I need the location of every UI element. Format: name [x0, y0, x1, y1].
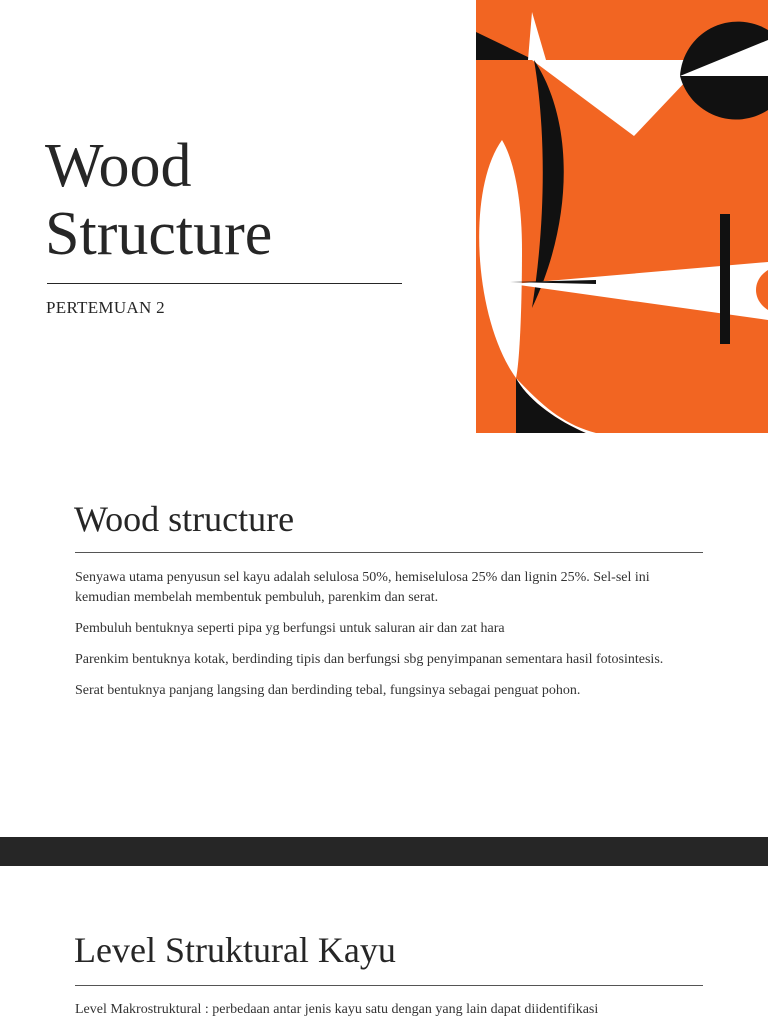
slide-title-line-1: Wood	[45, 132, 192, 200]
wood-structure-slide	[0, 433, 768, 837]
body-paragraph-1: Senyawa utama penyusun sel kayu adalah selulosa 50%, hemiselulosa 25% dan lignin 25%. Sel-sel ini kemudian membelah membentuk pembuluh, parenkim dan serat.	[75, 570, 650, 605]
section-body	[75, 1000, 705, 1024]
title-divider	[47, 283, 402, 284]
section-divider	[75, 552, 703, 553]
art-black-vertical-bar	[720, 214, 730, 344]
body-paragraph-2: Pembuluh bentuknya seperti pipa yg berfungsi untuk saluran air dan zat hara	[75, 621, 505, 636]
body-paragraph-4: Serat bentuknya panjang langsing dan berdinding tebal, fungsinya sebagai penguat pohon.	[75, 683, 581, 698]
title-slide	[0, 0, 768, 433]
slide-title-line-2: Structure	[45, 200, 273, 268]
body-paragraph-3: Parenkim bentuknya kotak, berdinding tipis dan berfungsi sbg penyimpanan sementara hasil fotosintesis.	[75, 652, 664, 667]
slide-title	[45, 132, 272, 268]
abstract-geometric-artwork	[476, 0, 768, 433]
section-title: Level Struktural Kayu	[74, 930, 396, 970]
body-paragraph-1: Level Makrostruktural : perbedaan antar jenis kayu satu dengan yang lain dapat diidentifikasi	[75, 1002, 599, 1017]
section-divider	[75, 985, 703, 986]
section-body	[75, 568, 705, 712]
structural-level-slide	[0, 866, 768, 1024]
slide-subtitle: PERTEMUAN 2	[46, 298, 165, 317]
section-title: Wood structure	[74, 499, 295, 539]
slide-separator-band	[0, 837, 768, 866]
